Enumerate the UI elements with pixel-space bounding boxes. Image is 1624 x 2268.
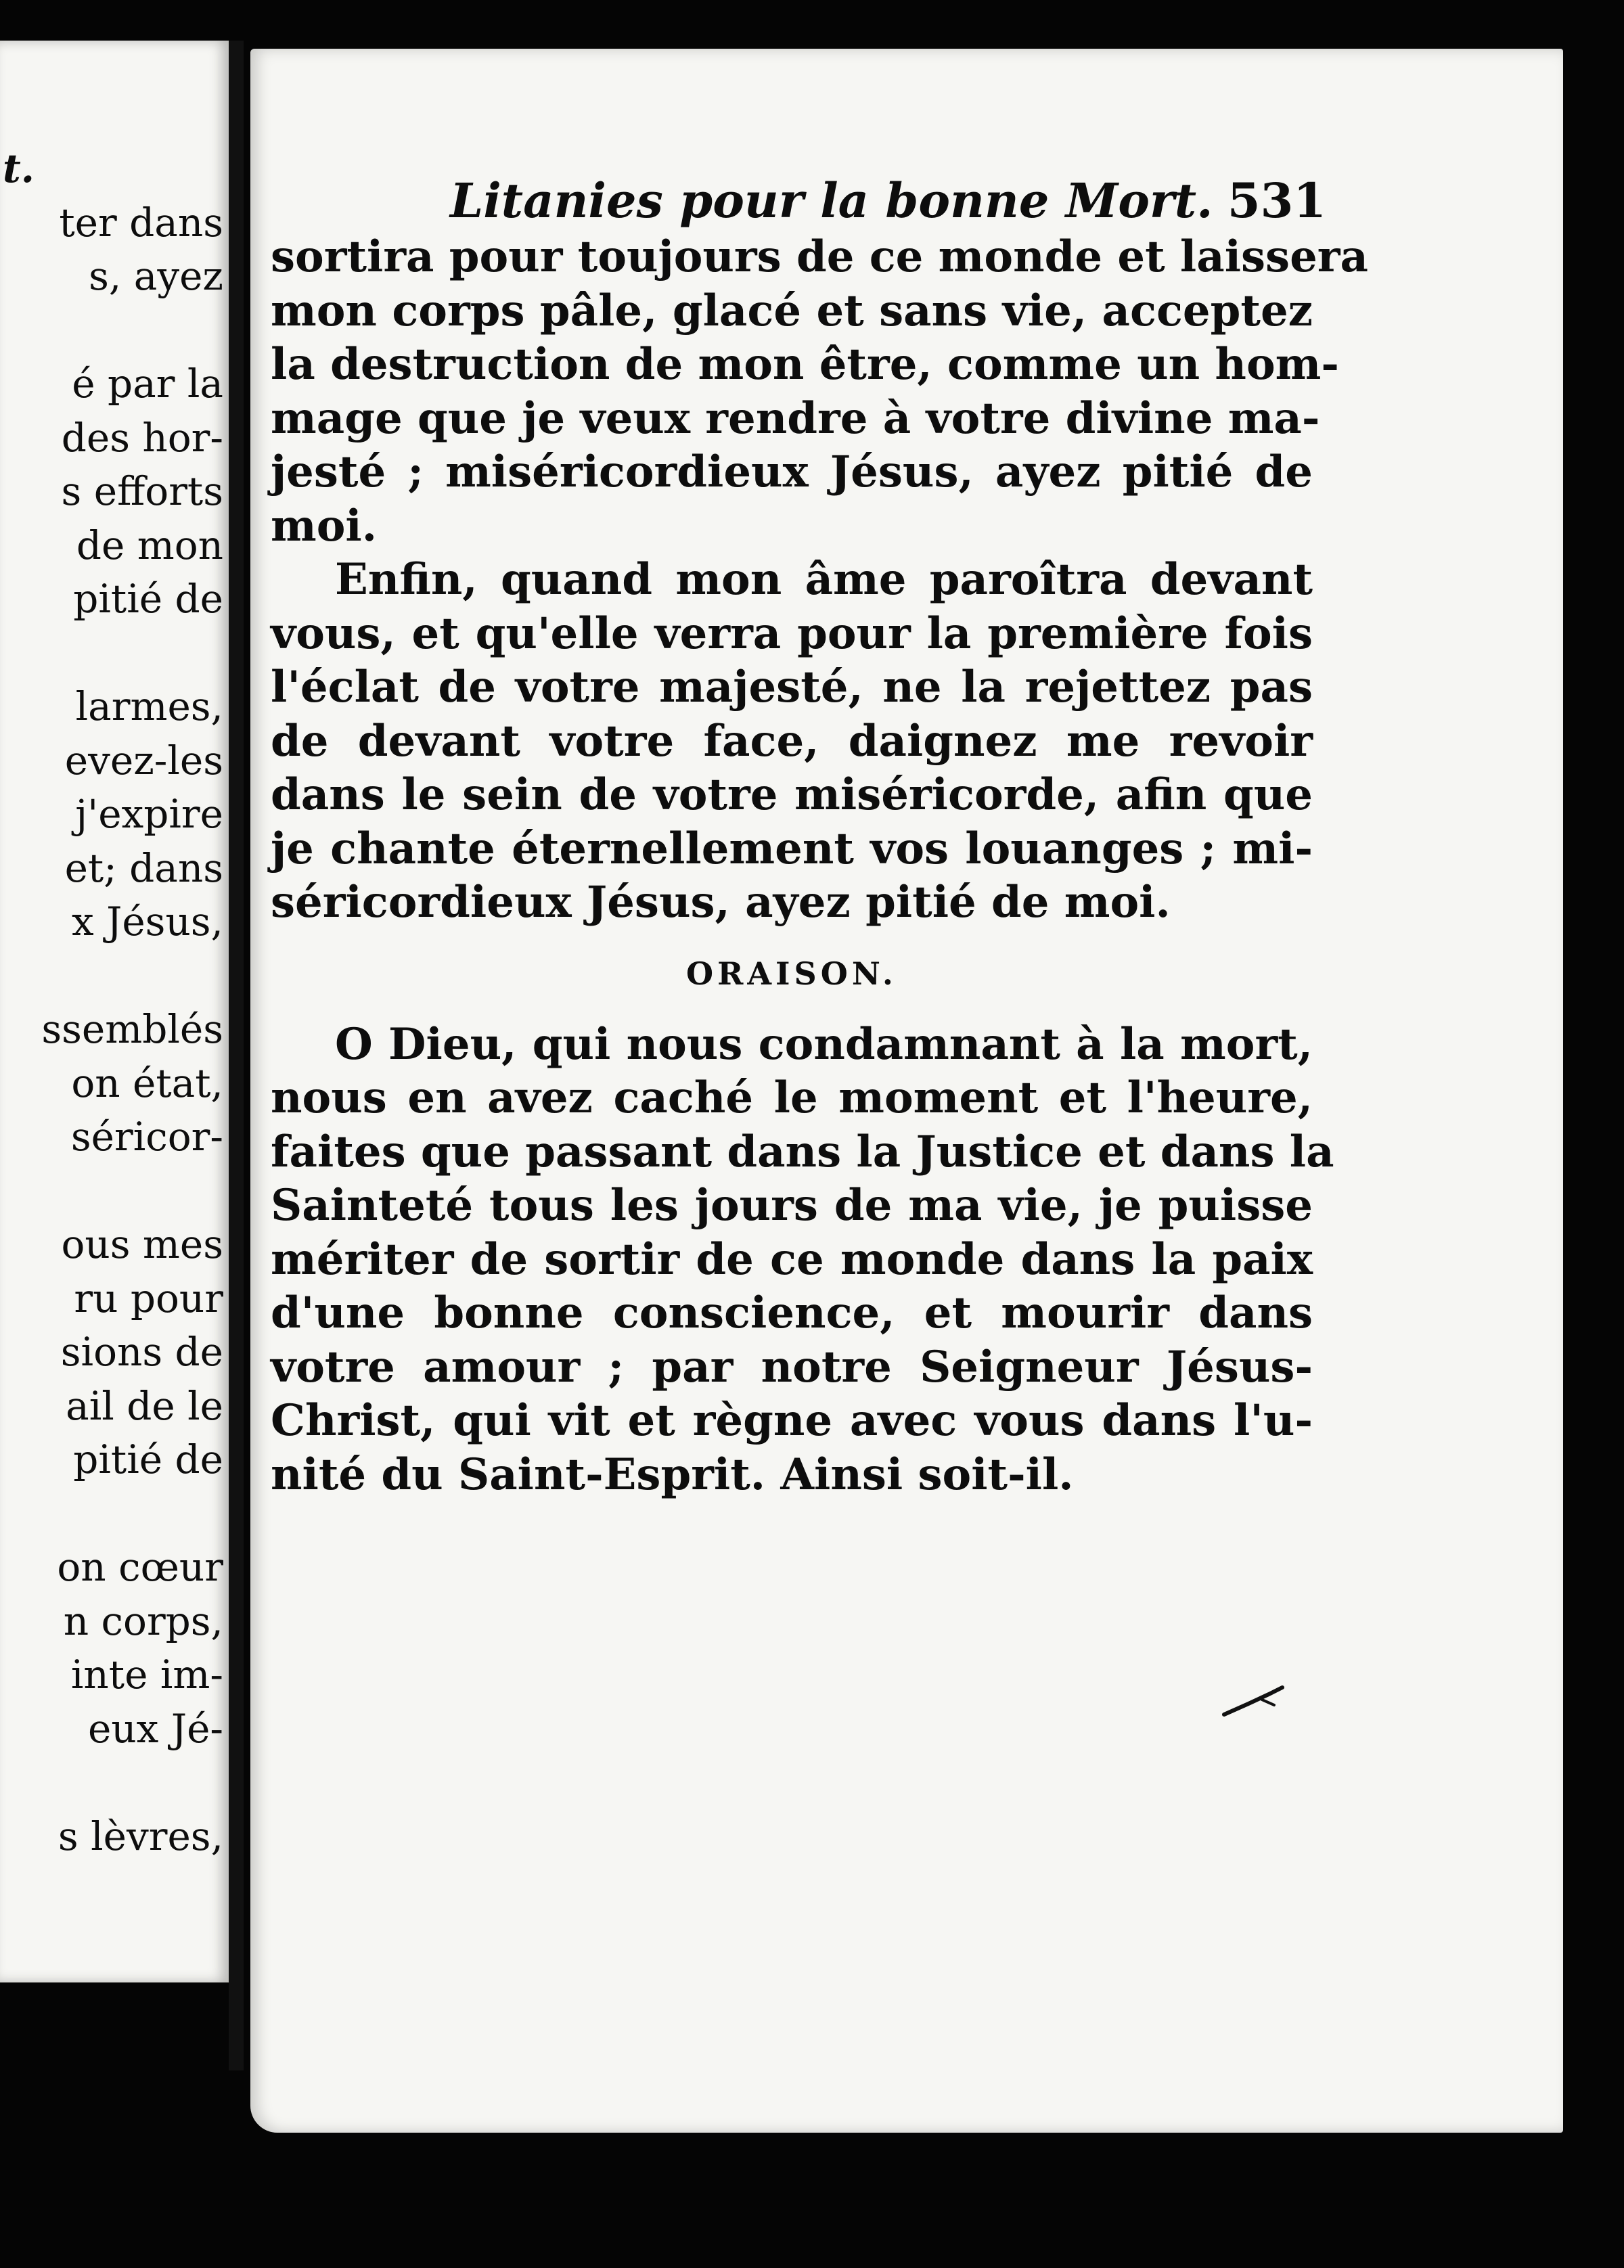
left-page-line <box>0 304 223 358</box>
left-page-line <box>0 1487 223 1541</box>
text-line: nous en avez caché le moment et l'heure, <box>271 1072 1313 1123</box>
left-page-line: n corps, <box>63 1597 223 1644</box>
left-page-line: s efforts <box>61 468 223 514</box>
book-spine <box>229 41 244 2070</box>
left-page-line: de mon <box>76 522 223 568</box>
left-page-line <box>0 949 223 1003</box>
text-line: mériter de sortir de ce monde dans la paix <box>271 1233 1313 1285</box>
text-line: l'éclat de votre majesté, ne la rejettez pas <box>271 662 1313 712</box>
text-line: mon corps pâle, glacé et sans vie, acceptez <box>271 285 1313 336</box>
text-line: moi. <box>271 500 377 551</box>
text-line: faites que passant dans la Justice et dans la <box>271 1126 1334 1177</box>
left-page-line: ous mes <box>61 1221 223 1267</box>
text-line: d'une bonne conscience, et mourir dans <box>271 1288 1313 1338</box>
left-page-line: t. <box>3 145 35 191</box>
left-page-line: eux Jé- <box>88 1705 223 1752</box>
left-page-line: séricor- <box>70 1114 223 1160</box>
left-page-line: on cœur <box>57 1544 223 1590</box>
page-number: 531 <box>1227 173 1326 229</box>
left-page-line: des hor- <box>61 414 223 461</box>
left-page-line: ter dans <box>59 199 223 246</box>
left-page-line: j'expire <box>75 791 223 837</box>
left-page-line: pitié de <box>73 576 223 622</box>
text-line: Enfin, quand mon âme paroîtra devant <box>335 554 1313 605</box>
left-page-line <box>0 1756 223 1810</box>
left-page-line: inte im- <box>70 1652 223 1698</box>
left-page <box>0 41 229 1982</box>
text-line: dans le sein de votre miséricorde, afin que <box>271 769 1313 820</box>
left-page-line: ru pour <box>74 1275 223 1321</box>
text-line: jesté ; miséricordieux Jésus, ayez pitié de <box>271 447 1313 497</box>
text-line: sortira pour toujours de ce monde et laissera <box>271 231 1368 282</box>
left-page-line: s, ayez <box>89 253 223 299</box>
text-line: mage que je veux rendre à votre divine ma- <box>271 392 1320 444</box>
paragraph-oraison <box>271 1018 1334 1502</box>
left-page-line: evez-les <box>64 737 223 784</box>
left-page-line <box>0 627 223 681</box>
text-line: votre amour ; par notre Seigneur Jésus- <box>271 1341 1313 1392</box>
left-page-line: larmes, <box>75 683 223 729</box>
paragraph-enfin <box>271 553 1313 930</box>
left-page-line: ail de le <box>66 1382 223 1429</box>
body-text <box>271 230 1368 1501</box>
left-page-line: sions de <box>60 1329 223 1375</box>
left-page-line: ssemblés <box>41 1006 223 1052</box>
text-line: Christ, qui vit et règne avec vous dans l'u- <box>271 1395 1313 1446</box>
text-line: vous, et qu'elle verra pour la première fois <box>271 608 1313 659</box>
text-line: de devant votre face, daignez me revoir <box>271 715 1313 767</box>
left-page-line: x Jésus, <box>71 899 223 945</box>
left-page-line: on état, <box>71 1060 223 1106</box>
text-line: O Dieu, qui nous condamnant à la mort, <box>335 1018 1313 1070</box>
left-page-line: et; dans <box>64 844 223 891</box>
running-title: Litanies pour la bonne Mort. <box>450 173 1213 229</box>
left-page-text <box>0 142 223 1863</box>
text-line: séricordieux Jésus, ayez pitié de moi. <box>271 877 1171 928</box>
left-page-line: pitié de <box>73 1436 223 1482</box>
left-page-line <box>0 1164 223 1219</box>
left-page-line: s lèvres, <box>58 1813 223 1859</box>
ink-mark <box>1221 1685 1286 1719</box>
text-line: Sainteté tous les jours de ma vie, je puisse <box>271 1180 1313 1231</box>
paragraph-continuation <box>271 230 1368 553</box>
section-heading: ORAISON. <box>686 955 897 992</box>
text-line: la destruction de mon être, comme un hom- <box>271 339 1339 390</box>
left-page-line: é par la <box>72 361 223 407</box>
text-line: je chante éternellement vos louanges ; mi- <box>271 823 1313 874</box>
text-line: nité du Saint-Esprit. Ainsi soit-il. <box>271 1449 1074 1500</box>
